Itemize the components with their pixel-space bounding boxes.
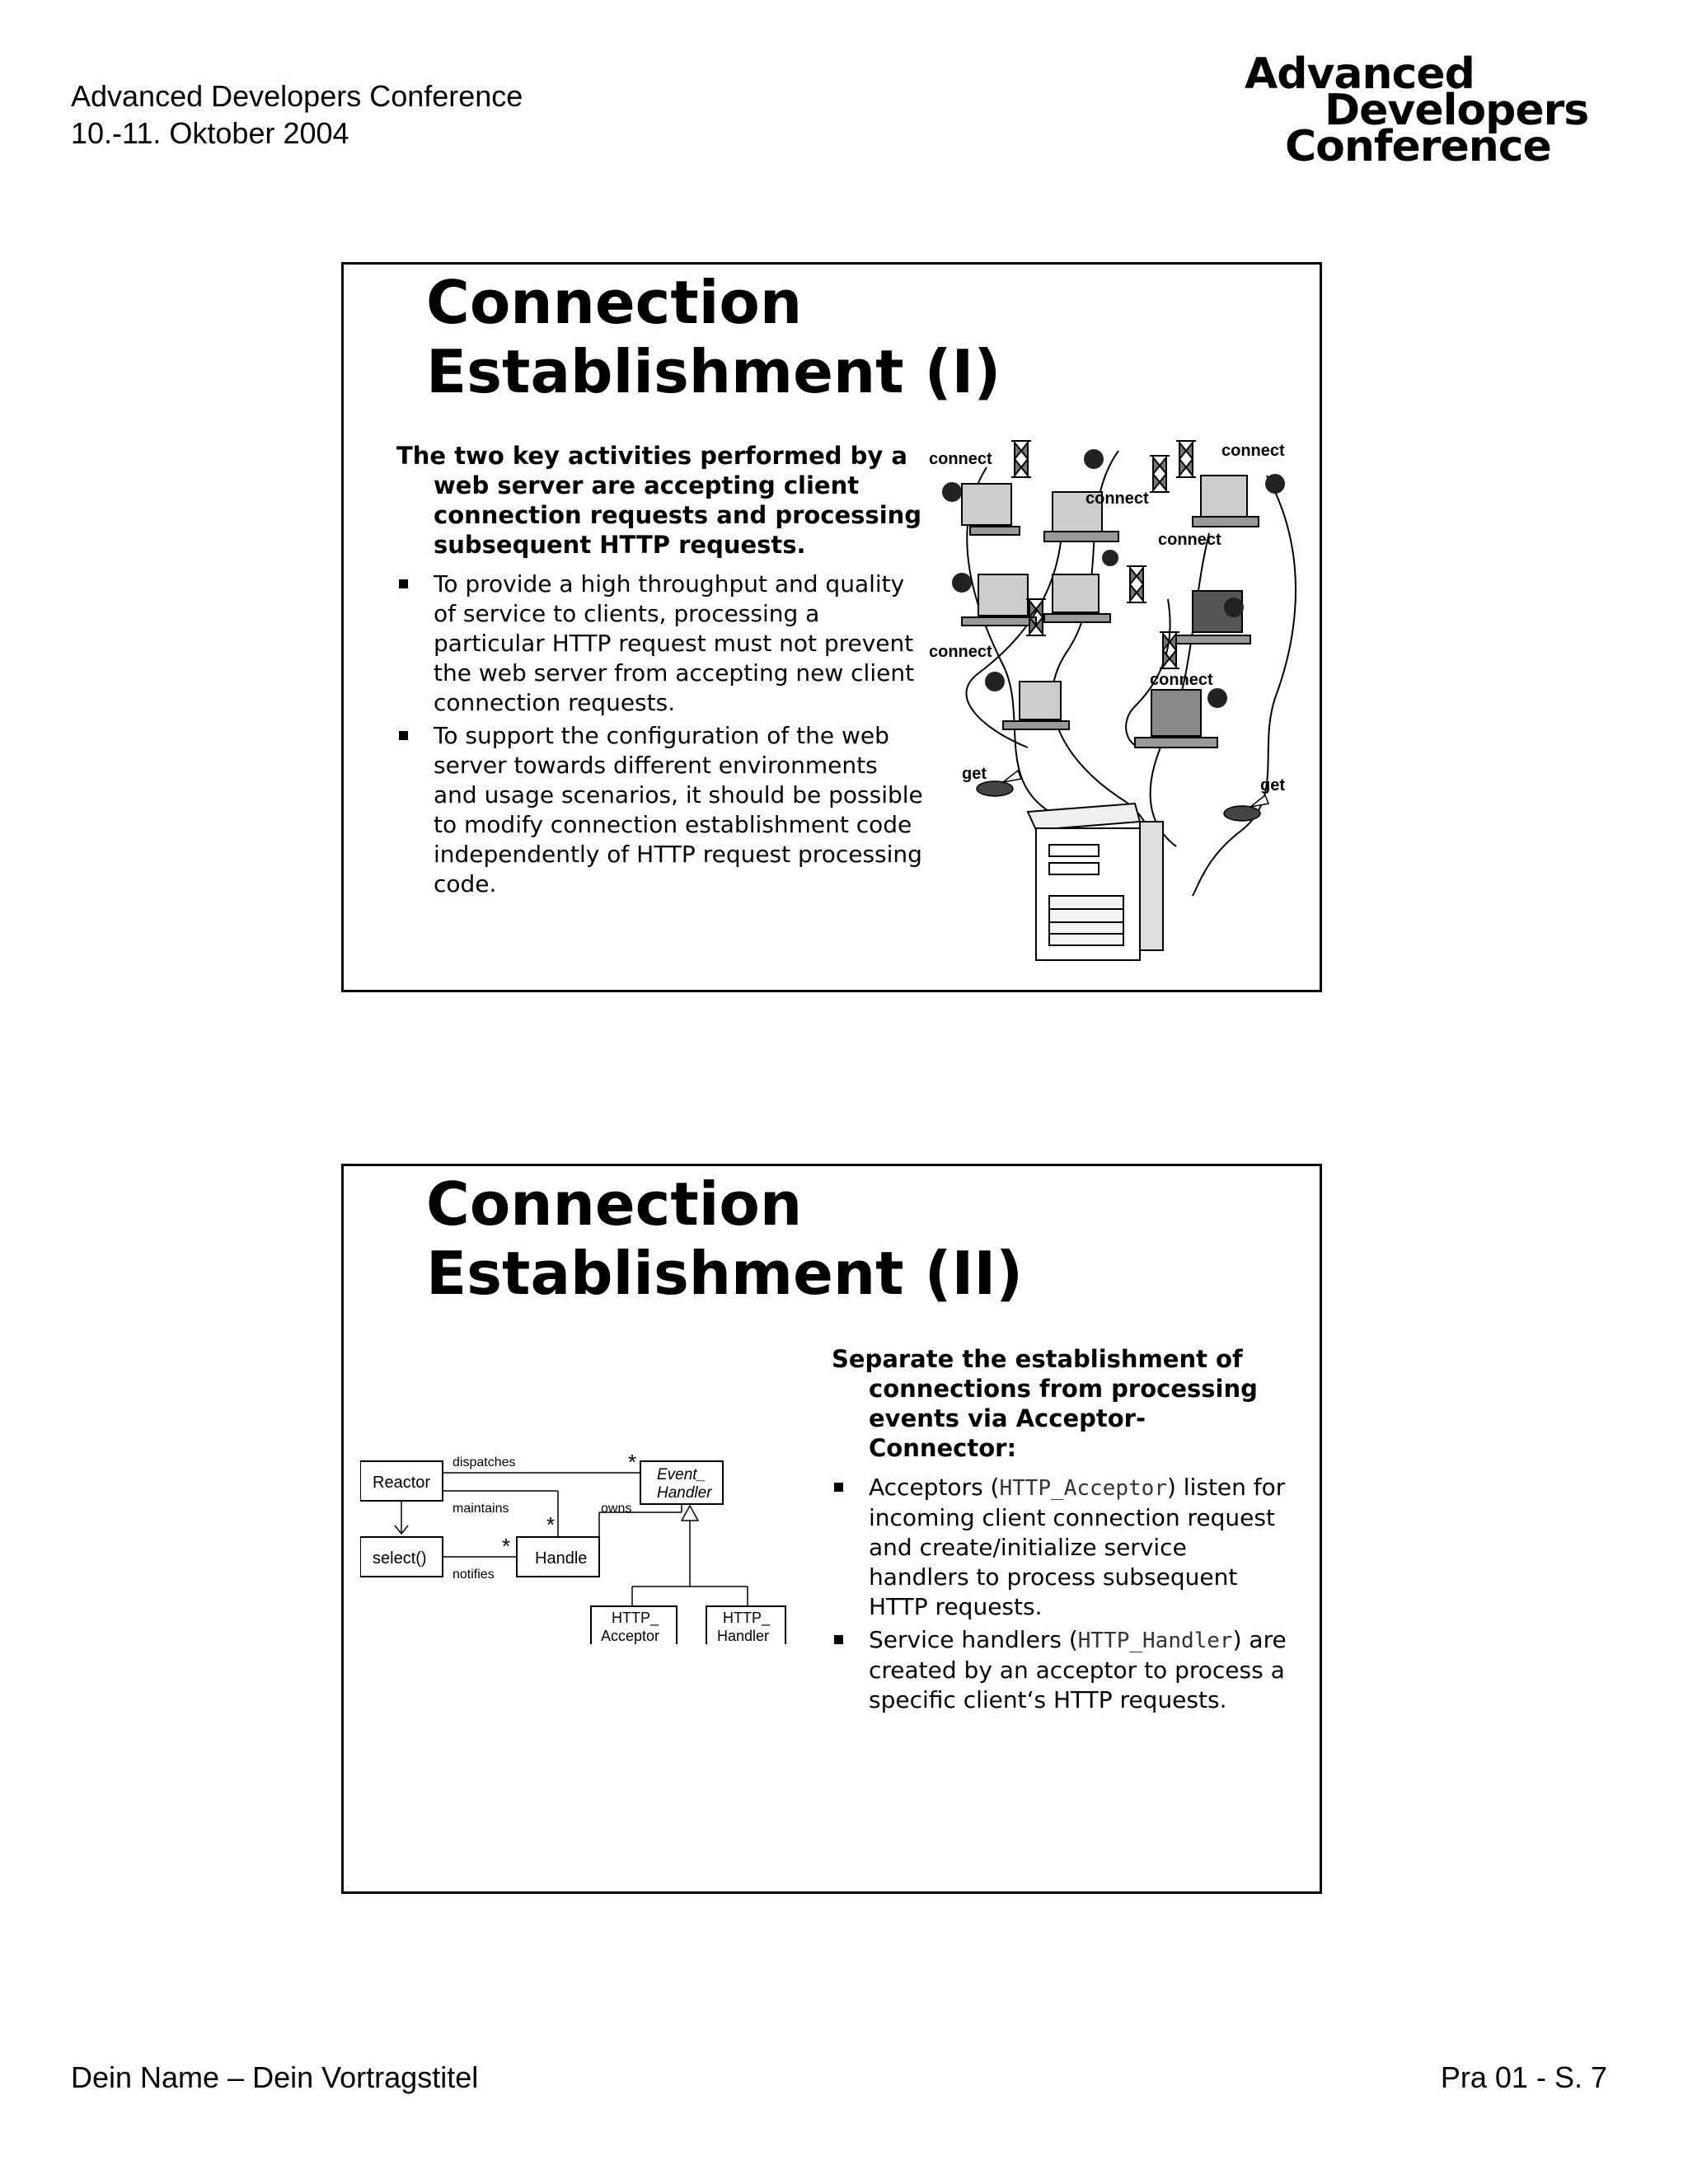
server-icon: [1028, 804, 1163, 960]
slide-2-title: Connection Establishment (II): [426, 1169, 1024, 1308]
slide-1-lead: The two key activities performed by a web server are accepting client connection requests and processing subsequent HTTP requests.: [396, 442, 922, 559]
bullet-icon: [399, 731, 408, 740]
list-item: Acceptors (HTTP_Acceptor) listen for incoming client connection request and create/initialize service handlers to process subsequent HTTP requests.: [832, 1473, 1293, 1622]
page-header: [71, 77, 523, 152]
slide-2-text: [832, 1344, 1293, 1718]
maintains-label: maintains: [452, 1502, 509, 1516]
page-number: Pra 01 - S. 7: [1440, 2060, 1607, 2094]
code-http-handler: HTTP_Handler: [1077, 1629, 1233, 1653]
http-acceptor-label-1: HTTP_: [612, 1610, 659, 1626]
handle-label: Handle: [535, 1549, 588, 1568]
get-label: get: [962, 765, 987, 783]
conference-logo: [1245, 49, 1624, 180]
connect-label: connect: [1221, 442, 1285, 460]
multiplicity-label: *: [628, 1450, 637, 1474]
slide-1-bullets: [396, 569, 924, 899]
owns-label: owns: [601, 1502, 632, 1516]
slide-1: [341, 262, 1322, 992]
multiplicity-label: *: [502, 1534, 511, 1558]
bullet-icon: [834, 1483, 843, 1492]
logo-line-1: Advanced: [1245, 49, 1475, 99]
slide-2-lead: Separate the establishment of connections from processing events via Acceptor-Connector:: [832, 1345, 1258, 1462]
list-item: To provide a high throughput and quality of service to clients, processing a particular HTTP request must not prevent the web server from accepting new client connection requests.: [396, 569, 924, 718]
get-label: get: [1260, 776, 1285, 794]
http-handler-label-2: Handler: [717, 1628, 770, 1644]
bullet-icon: [399, 579, 408, 588]
code-http-acceptor: HTTP_Acceptor: [999, 1476, 1167, 1501]
connect-label: connect: [1085, 490, 1149, 508]
slide-2: [341, 1164, 1322, 1894]
connect-label: connect: [929, 643, 992, 661]
slide-1-title: Connection Establishment (I): [426, 268, 1001, 406]
bullet-icon: [834, 1635, 843, 1644]
notifies-label: notifies: [452, 1568, 495, 1582]
connect-label: connect: [1150, 671, 1213, 689]
http-acceptor-label-2: Acceptor: [601, 1628, 660, 1644]
slide-1-text: [396, 441, 924, 902]
conference-name: Advanced Developers Conference: [71, 79, 523, 113]
acceptor-connector-diagram: [360, 1446, 822, 1644]
list-item: Service handlers (HTTP_Handler) are created by an acceptor to process a specific client‘s HTTP requests.: [832, 1625, 1293, 1715]
inheritance-arrow-icon: [682, 1506, 698, 1521]
select-label: select(): [373, 1549, 427, 1568]
conference-dates: 10.-11. Oktober 2004: [71, 116, 349, 150]
http-handler-label-1: HTTP_: [723, 1610, 771, 1626]
list-item: To support the configuration of the web server towards different environments and usage scenarios, it should be possible to modify connection establishment code independently of HTTP request processing code.: [396, 721, 924, 899]
reactor-label: Reactor: [373, 1474, 431, 1492]
clients-server-illustration: [929, 434, 1316, 962]
event-handler-label-2: Handler: [657, 1484, 712, 1502]
multiplicity-label: *: [546, 1512, 556, 1537]
connect-label: connect: [1158, 531, 1221, 549]
event-handler-label-1: Event_: [657, 1466, 706, 1483]
slide-2-bullets: [832, 1473, 1293, 1715]
dispatches-label: dispatches: [452, 1455, 516, 1469]
footer-left: Dein Name – Dein Vortragstitel: [71, 2060, 479, 2094]
connect-label: connect: [929, 450, 992, 468]
logo-line-3: Conference: [1285, 122, 1551, 171]
logo-line-2: Developers: [1325, 86, 1589, 135]
